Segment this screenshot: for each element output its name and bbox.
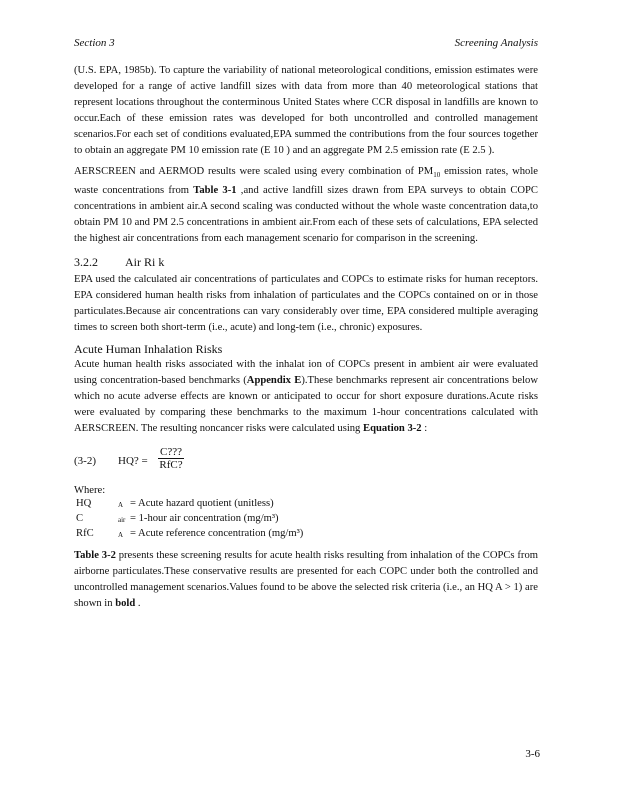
equation-fraction bbox=[158, 446, 184, 471]
section-number: 3.2.2 bbox=[74, 255, 98, 270]
paragraph-scaling bbox=[74, 164, 538, 247]
equation-block bbox=[74, 443, 538, 483]
definition-row bbox=[74, 528, 538, 543]
paragraph-air-risk: EPA used the calculated air concentrations of particulates and COPCs to estimate risks for human receptors. EPA considered human health risks from inhalation of particulates and the COPCs contained on or in those particulates.Because air concentrations can vary considerably over time, EPA considered multiple averaging times to screen both short-term (i.e., acute) and long-tem (i.e., chronic) exposures. bbox=[74, 274, 538, 334]
text-span: AERSCREEN and AERMOD results were scaled using every combination of PM bbox=[74, 166, 434, 177]
text-span: ,and active landfill sizes drawn from EPA surveys to obtain COPC concentrations in ambient air.A second scaling was conducted without the whole waste concentration data,to obtain PM 10 and PM 2.5 concentrations in ambient air.From each of these sets of calculations, EPA selected the highest air concentrations from each management scenario for comparison in the screening. bbox=[74, 185, 538, 245]
page-number: 3-6 bbox=[525, 748, 540, 760]
paragraph-results bbox=[74, 548, 538, 612]
section-title: Air Ri k bbox=[125, 255, 165, 270]
subsection-heading: Acute Human Inhalation Risks bbox=[74, 342, 223, 357]
definition: = Acute reference concentration (mg/m³) bbox=[130, 528, 304, 540]
table-reference: Table 3-2 bbox=[74, 550, 116, 562]
symbol: HQ bbox=[76, 498, 92, 510]
bold-word: bold bbox=[115, 598, 136, 610]
subscript: 10 bbox=[433, 171, 441, 180]
text-span: . bbox=[135, 598, 141, 610]
equation-lhs: HQ? = bbox=[118, 455, 148, 468]
definition-row bbox=[74, 498, 538, 513]
paragraph-emissions: (U.S. EPA, 1985b). To capture the variability of national meteorological conditions, emission estimates were developed for a range of active landfill sizes with data from more than 40 meteorological stations that represent locations throughout the conterminous United States where CCR disposal in landfills are known to occur.Each of these emission rates was developed for both uncontrolled and controlled management scenarios.For each set of conditions evaluated,EPA summed the contributions from the four sources together to obtain an aggregate PM 10 emission rate (E 10 ) and an aggregate PM 2.5 emission rate (E 2.5 ). bbox=[74, 65, 538, 156]
equation-reference: Equation 3-2 bbox=[363, 423, 422, 435]
definition: = 1-hour air concentration (mg/m³) bbox=[130, 513, 279, 525]
text-span: : bbox=[421, 423, 428, 435]
definition: = Acute hazard quotient (unitless) bbox=[130, 498, 274, 510]
symbol-subscript: A bbox=[118, 501, 124, 510]
equation-number: (3-2) bbox=[74, 455, 96, 468]
equation-denominator: RfC? bbox=[159, 459, 183, 472]
equation-numerator: C??? bbox=[160, 446, 182, 459]
text-span: Acute human health risks associated with the inhalat ion of COPCs present in ambient air were evaluated using concentration-based benchmarks ( bbox=[74, 359, 538, 387]
symbol: C bbox=[76, 513, 84, 525]
symbol: RfC bbox=[76, 528, 94, 540]
text-span: emission rates, whole waste concentrations from bbox=[74, 166, 538, 197]
header-section: Section 3 bbox=[74, 37, 115, 49]
text-span: ).These benchmarks represent air concentrations below which no acute adverse effects are known or anticipated to occur for short exposure durations.Acute risks were evaluated by comparing these benchmarks to the maximum 1-hour concentrations calculated with AERSCREEN. The resulting noncancer risks were calculated using bbox=[74, 375, 539, 435]
paragraph-acute bbox=[74, 357, 538, 437]
page-body bbox=[74, 63, 538, 612]
section-heading bbox=[74, 255, 538, 270]
text-span: presents these screening results for acute health risks resulting from inhalation of the COPCs from airborne particulates.These conservative results are presented for each COPC under both the controlled and uncontrolled management scenarios.Values found to be above the selected risk criteria (i.e., an HQ A > 1) are shown in bbox=[74, 550, 538, 610]
table-reference: Table 3-1 bbox=[193, 185, 237, 197]
appendix-reference: Appendix E bbox=[246, 375, 302, 387]
symbol-subscript: air bbox=[118, 516, 126, 525]
where-label: Where: bbox=[74, 485, 106, 497]
definition-row bbox=[74, 513, 538, 528]
symbol-subscript: A bbox=[118, 531, 124, 540]
header-title: Screening Analysis bbox=[454, 37, 538, 49]
